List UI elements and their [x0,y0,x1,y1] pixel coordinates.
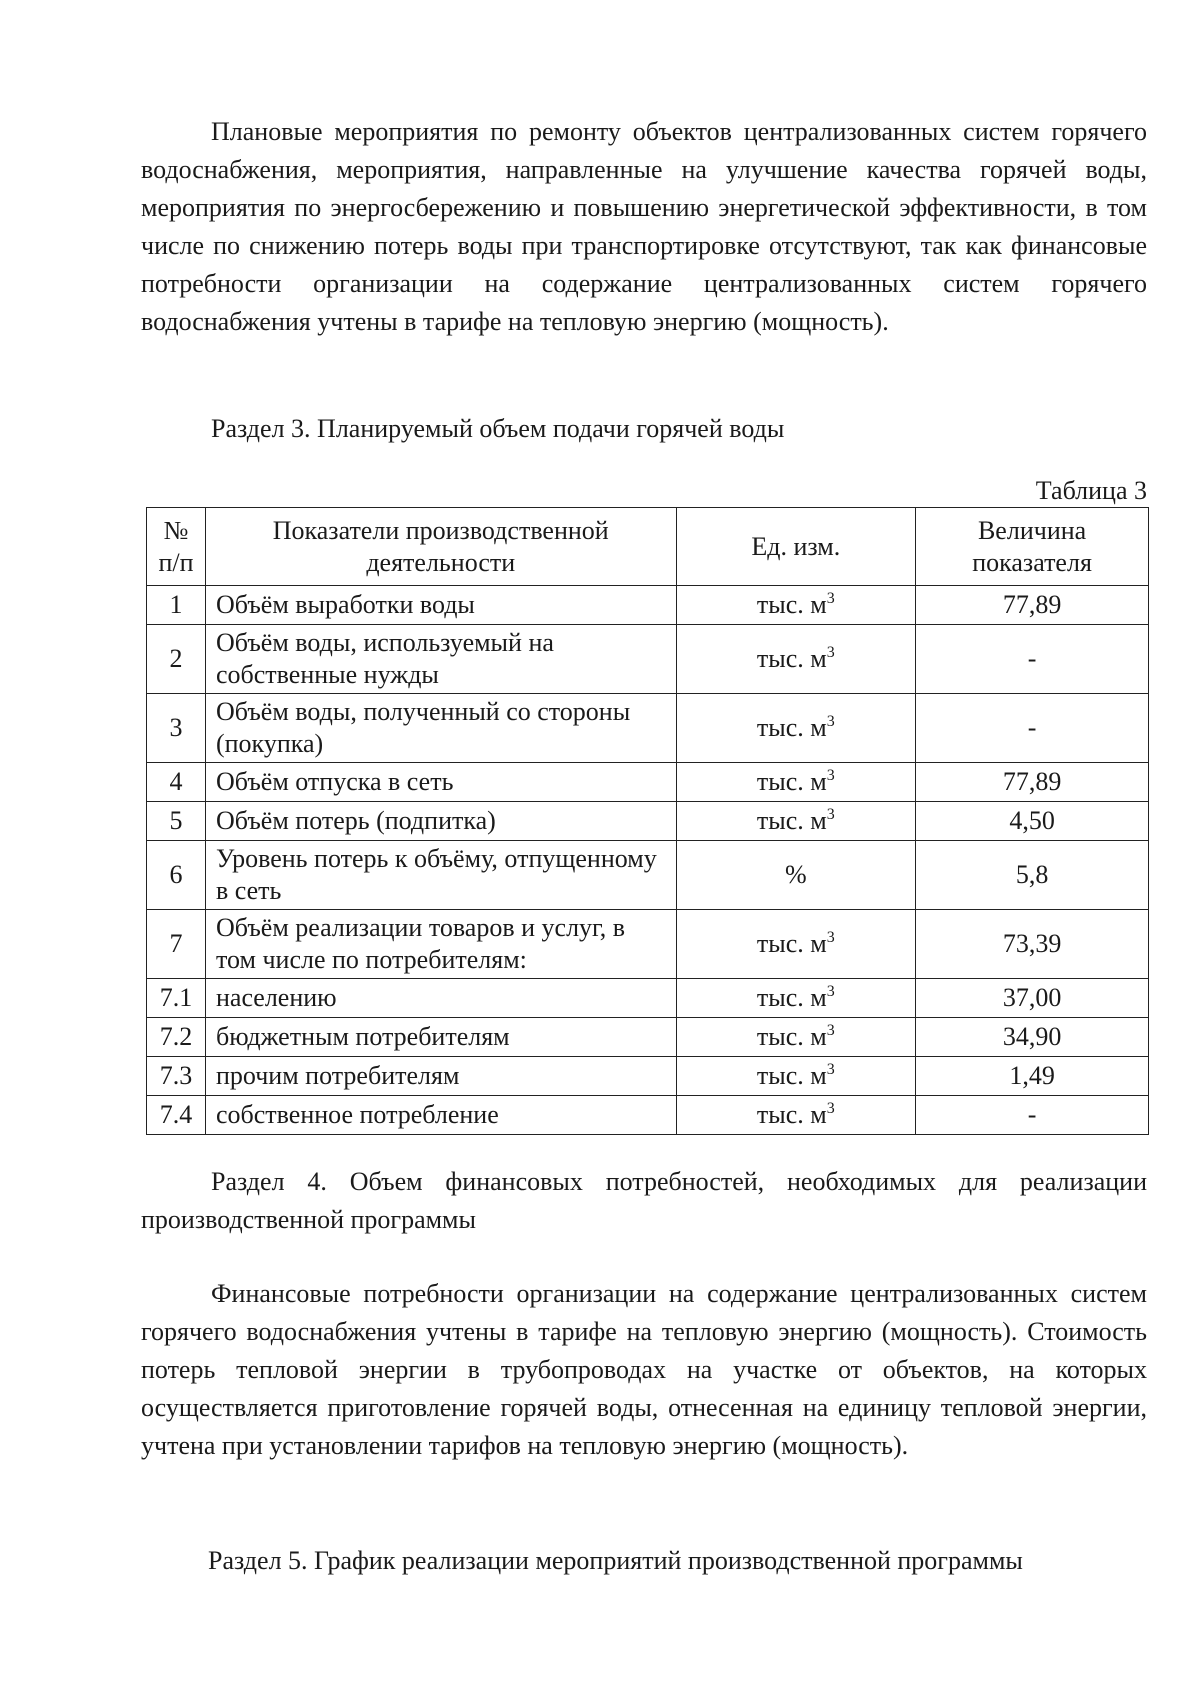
row-number: 4 [147,763,206,802]
header-unit: Ед. изм. [676,508,916,586]
unit-base: тыс. м [756,806,827,835]
row-indicator: Объём реализации товаров и услуг, в том числе по потребителям: [205,910,676,979]
row-number: 7 [147,910,206,979]
row-indicator: Объём воды, полученный со стороны (покупка) [205,694,676,763]
table-row [147,802,1149,841]
row-value: 77,89 [916,763,1149,802]
row-value: 5,8 [916,841,1149,910]
table-row [147,586,1149,625]
paragraph-planned-measures: Плановые мероприятия по ремонту объектов централизованных систем горячего водоснабжения, мероприятия, направленные на улучшение качества горячей воды, мероприятия по энергосбережению и повышению энергетической эффективности, в том числе по снижению потерь воды при транспортировке отсутствуют, так как финансовые потребности организации на содержание централизованных систем горячего водоснабжения учтены в тарифе на тепловую энергию (мощность). [141,117,1147,336]
table-row [147,1057,1149,1096]
section-4-heading: Раздел 4. Объем финансовых потребностей, необходимых для реализации производственной программы [141,1167,1147,1234]
row-unit [676,625,916,694]
row-unit [676,979,916,1018]
row-unit [676,910,916,979]
row-unit [676,1057,916,1096]
row-number: 6 [147,841,206,910]
row-number: 7.1 [147,979,206,1018]
row-number: 3 [147,694,206,763]
unit-superscript: 3 [826,644,835,661]
unit-base: тыс. м [756,929,827,958]
row-number: 1 [147,586,206,625]
table-row [147,841,1149,910]
row-value: - [916,694,1149,763]
row-unit [676,694,916,763]
row-indicator: Объём потерь (подпитка) [205,802,676,841]
header-name: Показатели производственной деятельности [205,508,676,586]
row-value: - [916,1096,1149,1135]
row-unit [676,802,916,841]
row-indicator: населению [205,979,676,1018]
row-value: 4,50 [916,802,1149,841]
row-unit [676,1096,916,1135]
row-number: 2 [147,625,206,694]
table-row [147,1018,1149,1057]
paragraph-financial-needs: Финансовые потребности организации на содержание централизованных систем горячего водоснабжения учтены в тарифе на тепловую энергию (мощность). Стоимость потерь тепловой энергии в трубопроводах на участке от объектов, на которых осуществляется приготовление горячей воды, отнесенная на единицу тепловой энергии, учтена при установлении тарифов на тепловую энергию (мощность). [141,1279,1147,1460]
unit-superscript: 3 [826,983,835,1000]
row-number: 7.2 [147,1018,206,1057]
row-unit [676,1018,916,1057]
row-number: 7.4 [147,1096,206,1135]
table-row [147,910,1149,979]
table-row [147,979,1149,1018]
table-row [147,763,1149,802]
table-row [147,694,1149,763]
row-number: 7.3 [147,1057,206,1096]
unit-superscript: 3 [826,713,835,730]
row-indicator: собственное потребление [205,1096,676,1135]
unit-base: тыс. м [756,590,827,619]
unit-base: тыс. м [756,1100,827,1129]
row-indicator: Уровень потерь к объёму, отпущенному в сеть [205,841,676,910]
row-indicator: Объём выработки воды [205,586,676,625]
unit-superscript: 3 [826,767,835,784]
header-num: № п/п [147,508,206,586]
unit-superscript: 3 [826,590,835,607]
table-header-row [147,508,1149,586]
row-value: - [916,625,1149,694]
unit-superscript: 3 [826,1100,835,1117]
row-value: 77,89 [916,586,1149,625]
unit-base: тыс. м [756,1061,827,1090]
unit-superscript: 3 [826,1022,835,1039]
unit-base: тыс. м [756,1022,827,1051]
unit-base: тыс. м [756,767,827,796]
section-5-heading: Раздел 5. График реализации мероприятий производственной программы [208,1546,1023,1575]
table-caption: Таблица 3 [1035,476,1147,505]
unit-base: тыс. м [756,644,827,673]
row-value: 1,49 [916,1057,1149,1096]
table-body [147,586,1149,1135]
table-row [147,1096,1149,1135]
unit-base: тыс. м [756,983,827,1012]
hot-water-volume-table [146,507,1149,1135]
section-3-heading: Раздел 3. Планируемый объем подачи горячей воды [211,414,785,443]
row-value: 34,90 [916,1018,1149,1057]
row-indicator: Объём отпуска в сеть [205,763,676,802]
unit-superscript: 3 [826,1061,835,1078]
row-unit [676,586,916,625]
unit-superscript: 3 [826,929,835,946]
header-value: Величина показателя [916,508,1149,586]
row-value: 73,39 [916,910,1149,979]
row-number: 5 [147,802,206,841]
row-value: 37,00 [916,979,1149,1018]
row-indicator: бюджетным потребителям [205,1018,676,1057]
table-row [147,625,1149,694]
row-indicator: прочим потребителям [205,1057,676,1096]
row-unit: % [676,841,916,910]
row-unit [676,763,916,802]
unit-superscript: 3 [826,806,835,823]
row-indicator: Объём воды, используемый на собственные нужды [205,625,676,694]
unit-base: тыс. м [756,713,827,742]
